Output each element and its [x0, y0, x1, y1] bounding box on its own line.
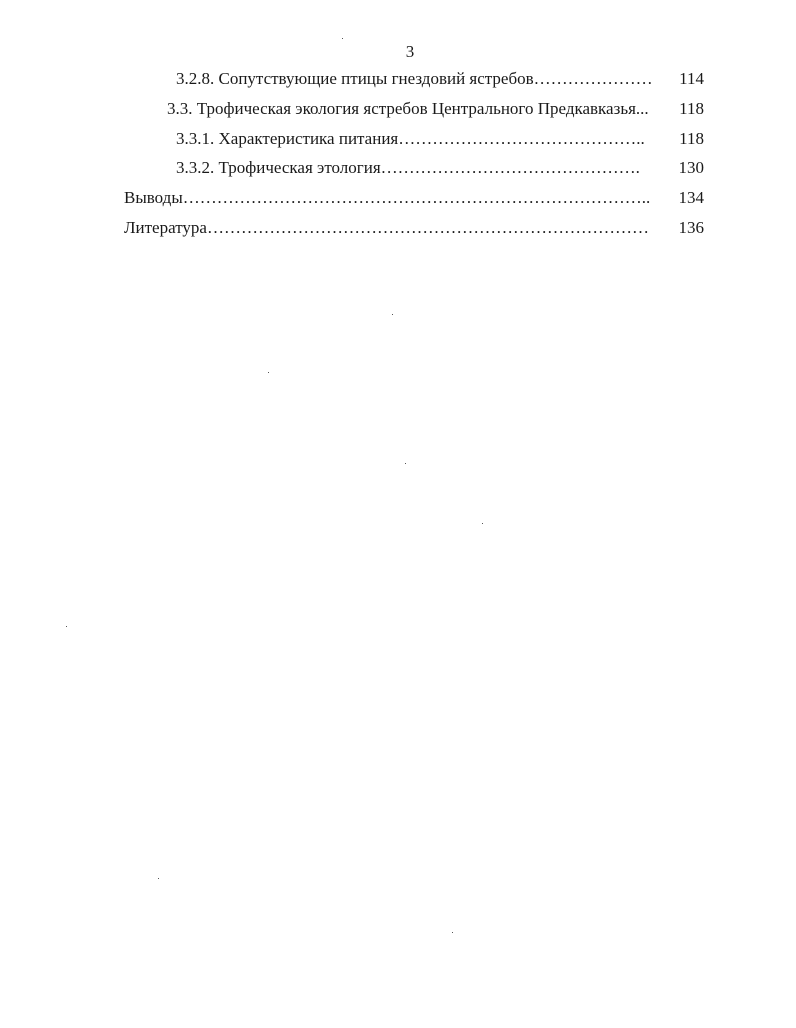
- toc-entry-page: 114: [679, 69, 704, 88]
- scan-speck: [405, 463, 406, 464]
- page-number: 3: [405, 42, 415, 61]
- toc-entry-title: 3.3.2. Трофическая этология……………………………………….: [176, 158, 640, 177]
- scan-speck: [482, 523, 483, 524]
- toc-entry-3-3-2: [0, 157, 796, 179]
- scan-speck: [268, 372, 269, 373]
- toc-entry-title: Литература……………………………………………………………………: [124, 218, 649, 237]
- toc-entry-title: Выводы………………………………………………………………………..: [124, 188, 651, 207]
- toc-entry-title: 3.3. Трофическая экология ястребов Центрального Предкавказья...: [167, 99, 649, 118]
- scan-speck: [452, 932, 453, 933]
- toc-entry-title: 3.2.8. Сопутствующие птицы гнездовий ястребов…………………: [176, 69, 653, 88]
- toc-entry-title: 3.3.1. Характеристика питания……………………………………..: [176, 129, 645, 148]
- toc-entry-3-2-8: [0, 68, 796, 90]
- scan-speck: [342, 38, 343, 39]
- toc-entry-page: 136: [678, 218, 704, 237]
- toc-entry-page: 130: [678, 158, 704, 177]
- toc-entry-conclusions: [0, 187, 796, 209]
- scan-speck: [392, 314, 393, 315]
- toc-entry-3-3-1: [0, 128, 796, 150]
- toc-entry-page: 118: [679, 129, 704, 148]
- toc-entry-references: [0, 217, 796, 239]
- scan-speck: [66, 626, 67, 627]
- toc-entry-page: 134: [678, 188, 704, 207]
- scan-speck: [158, 878, 159, 879]
- toc-entry-3-3: [0, 98, 796, 120]
- toc-entry-page: 118: [679, 99, 704, 118]
